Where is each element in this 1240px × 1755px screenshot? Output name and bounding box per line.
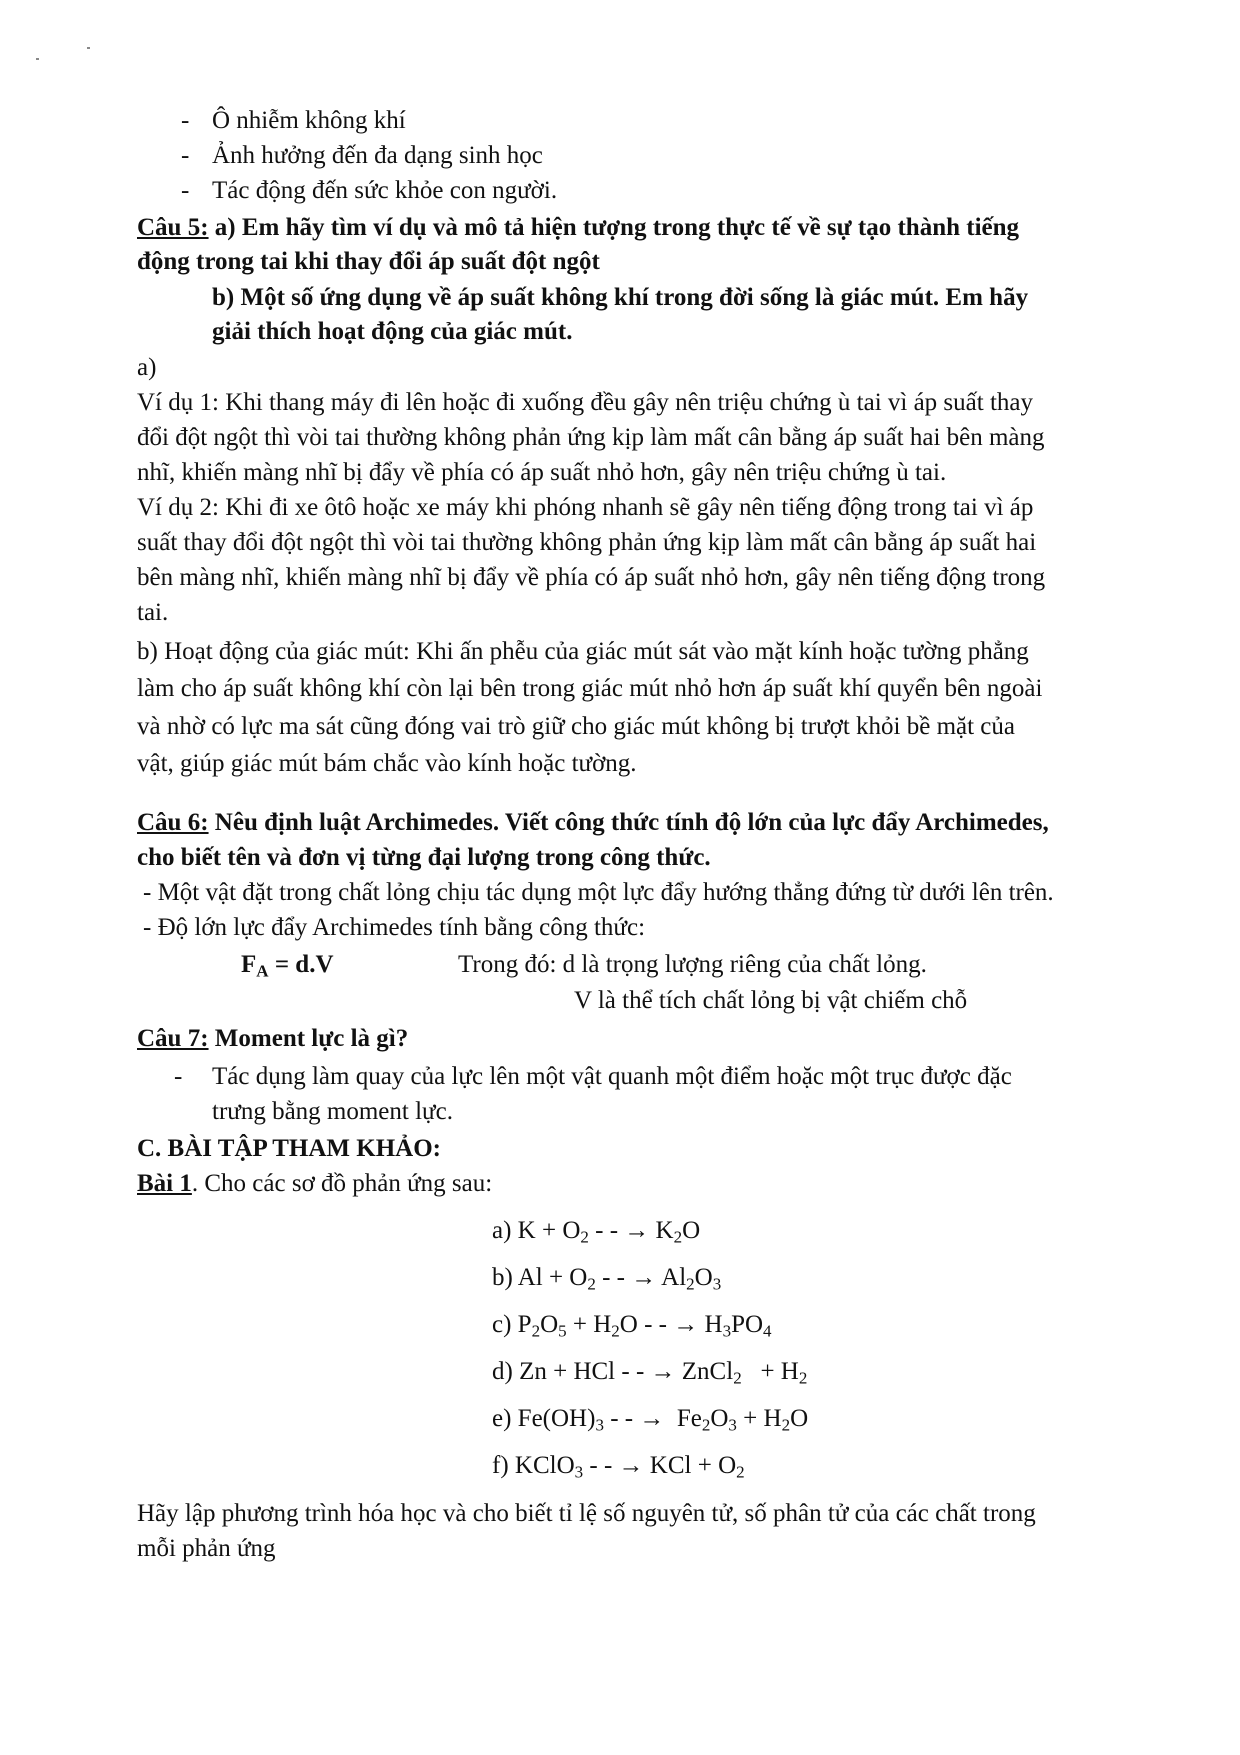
bullet-item: Ô nhiễm không khí [212,107,406,134]
reaction-d: d) Zn + HCl - - → ZnCl$_2$ + $H_2$ [492,1358,808,1388]
question-5-a-line1: a) Em hãy tìm ví dụ và mô tả hiện tượng trong thực tế về sự tạo thành tiếng [208,214,1020,241]
question-5-a-line2: động trong tai khi thay đổi áp suất đột ngột [137,248,600,275]
bullet-dash: - [181,107,190,134]
exercise-1-text: . Cho các sơ đồ phản ứng sau: [191,1170,493,1197]
question-5-label: Câu 5: [137,214,209,241]
question-7-label: Câu 7: [137,1025,209,1052]
reaction-c: c) $P_2O_5 + H_2O$ - - → $H_3PO_4$ [492,1311,772,1341]
reaction-f: f) KClO$_3$ - - → KCl + $O_2$ [492,1452,745,1482]
question-6-heading [137,806,1049,840]
reaction-e: e) $Fe(OH)_3$ - - → $Fe_2O_3 + H_2O$ [492,1405,809,1435]
question-5-b-line2: giải thích hoạt động của giác mút. [212,318,573,345]
question-7-answer-line1: Tác dụng làm quay của lực lên một vật quanh một điểm hoặc một trục được đặc [212,1063,1012,1090]
question-6-answer-2: - Độ lớn lực đẩy Archimedes tính bằng công thức: [143,914,646,941]
example-1-line: nhĩ, khiến màng nhĩ bị đẩy về phía có áp suất nhỏ hơn, gây nên triệu chứng ù tai. [137,459,947,486]
question-7-heading [137,1022,408,1056]
exercise-1-label: Bài 1 [137,1170,192,1197]
question-6-line2: cho biết tên và đơn vị từng đại lượng trong công thức. [137,844,711,871]
formula-where-1: Trong đó: d là trọng lượng riêng của chất lỏng. [458,951,927,978]
bullet-dash: - [181,177,190,204]
exercise-1-instruction-line2: mỗi phản ứng [137,1535,276,1562]
question-6-label: Câu 6: [137,809,209,836]
exercise-1-instruction-line1: Hãy lập phương trình hóa học và cho biết tỉ lệ số nguyên tử, số phân tử của các chất trong [137,1500,1036,1527]
scan-speck [87,47,90,49]
bullet-item: Tác động đến sức khỏe con người. [212,177,558,204]
archimedes-formula: $F_A = d.V$ [241,951,334,981]
question-7-title: Moment lực là gì? [208,1025,409,1052]
bullet-dash: - [174,1063,183,1090]
answer-b-line: vật, giúp giác mút bám chắc vào kính hoặc tường. [137,750,637,777]
answer-a-label: a) [137,354,157,381]
question-7-answer-line2: trưng bằng moment lực. [212,1098,453,1125]
question-6-answer-1: - Một vật đặt trong chất lỏng chịu tác dụng một lực đẩy hướng thẳng đứng từ dưới lên trên. [143,879,1054,906]
answer-b-line: làm cho áp suất không khí còn lại bên trong giác mút nhỏ hơn áp suất khí quyển bên ngoài [137,675,1043,702]
question-6-line1: Nêu định luật Archimedes. Viết công thức tính độ lớn của lực đẩy Archimedes, [208,809,1049,836]
example-2-line: suất thay đổi đột ngột thì vòi tai thường không phản ứng kịp làm mất cân bằng áp suất hai [137,529,1037,556]
bullet-item: Ảnh hưởng đến đa dạng sinh học [212,142,543,169]
answer-b-line: b) Hoạt động của giác mút: Khi ấn phễu của giác mút sát vào mặt kính hoặc tường phẳng [137,638,1029,665]
example-2-line: bên màng nhĩ, khiến màng nhĩ bị đẩy về phía có áp suất nhỏ hơn, gây nên tiếng động trong [137,564,1046,591]
scan-speck [36,58,39,60]
section-c-heading: C. BÀI TẬP THAM KHẢO: [137,1135,441,1162]
example-2-line: tai. [137,599,169,626]
formula-where-2: V là thể tích chất lỏng bị vật chiếm chỗ [574,987,968,1014]
bullet-dash: - [181,142,190,169]
exercise-1-intro [137,1167,492,1201]
example-1-line: Ví dụ 1: Khi thang máy đi lên hoặc đi xuống đều gây nên triệu chứng ù tai vì áp suất thay [137,389,1033,416]
example-2-line: Ví dụ 2: Khi đi xe ôtô hoặc xe máy khi phóng nhanh sẽ gây nên tiếng động trong tai vì áp [137,494,1034,521]
answer-b-line: và nhờ có lực ma sát cũng đóng vai trò giữ cho giác mút không bị trượt khỏi bề mặt của [137,713,1016,740]
reaction-b: b) $Al + O_2$ - - → $Al_2O_3$ [492,1264,722,1294]
question-5-b-line1: b) Một số ứng dụng về áp suất không khí trong đời sống là giác mút. Em hãy [212,284,1029,311]
example-1-line: đổi đột ngột thì vòi tai thường không phản ứng kịp làm mất cân bằng áp suất hai bên màng [137,424,1045,451]
question-5-heading [137,211,1019,245]
reaction-a: a) $K + O_2$ - - → $K_2O$ [492,1217,701,1247]
